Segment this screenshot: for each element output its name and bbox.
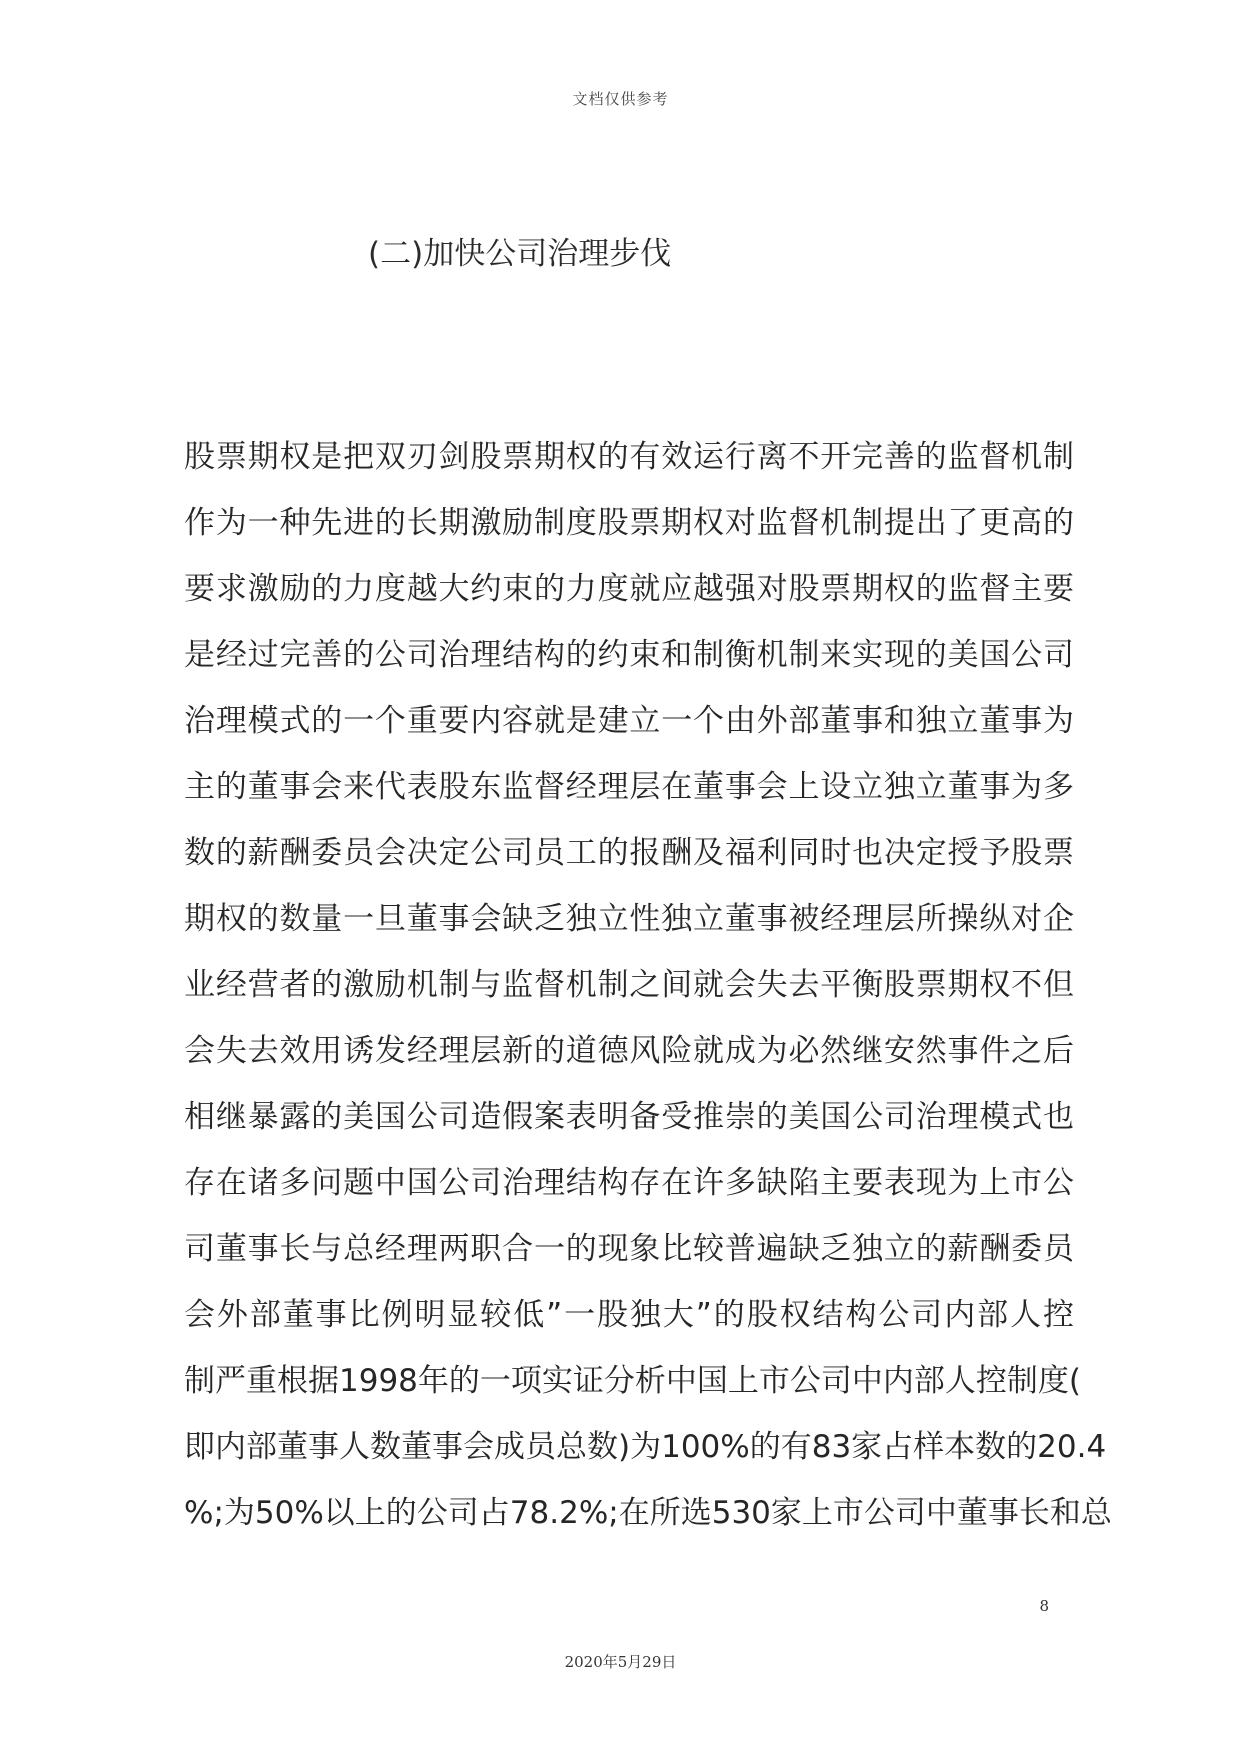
body-line: 即内部董事人数董事会成员总数)为100%的有83家占样本数的20.4 xyxy=(184,1429,1107,1465)
body-line: 业经营者的激励机制与监督机制之间就会失去平衡股票期权不但 xyxy=(184,967,1074,1003)
body-line: 相继暴露的美国公司造假案表明备受推崇的美国公司治理模式也 xyxy=(184,1099,1074,1135)
body-line: 期权的数量一旦董事会缺乏独立性独立董事被经理层所操纵对企 xyxy=(184,901,1074,937)
page-footer-date: 2020年5月29日 xyxy=(564,1653,677,1671)
body-line: 治理模式的一个重要内容就是建立一个由外部董事和独立董事为 xyxy=(184,703,1074,739)
section-heading: (二)加快公司治理步伐 xyxy=(368,236,672,272)
body-line: 要求激励的力度越大约束的力度就应越强对股票期权的监督主要 xyxy=(184,571,1074,607)
body-line: 是经过完善的公司治理结构的约束和制衡机制来实现的美国公司 xyxy=(184,637,1074,673)
body-line: 股票期权是把双刃剑股票期权的有效运行离不开完善的监督机制 xyxy=(184,439,1074,475)
body-line: 主的董事会来代表股东监督经理层在董事会上设立独立董事为多 xyxy=(184,769,1074,805)
body-line: 司董事长与总经理两职合一的现象比较普遍缺乏独立的薪酬委员 xyxy=(184,1231,1074,1267)
page-header: 文档仅供参考 xyxy=(572,90,669,108)
body-line: %;为50%以上的公司占78.2%;在所选530家上市公司中董事长和总 xyxy=(184,1495,1112,1531)
body-line: 会失去效用诱发经理层新的道德风险就成为必然继安然事件之后 xyxy=(184,1033,1074,1069)
body-line: 数的薪酬委员会决定公司员工的报酬及福利同时也决定授予股票 xyxy=(184,835,1074,871)
body-line: 作为一种先进的长期激励制度股票期权对监督机制提出了更高的 xyxy=(184,505,1074,541)
body-line: 会外部董事比例明显较低”一股独大”的股权结构公司内部人控 xyxy=(184,1297,1074,1333)
body-line: 存在诸多问题中国公司治理结构存在许多缺陷主要表现为上市公 xyxy=(184,1165,1074,1201)
body-line: 制严重根据1998年的一项实证分析中国上市公司中内部人控制度( xyxy=(184,1363,1081,1399)
page-number: 8 xyxy=(1039,1597,1049,1615)
body-paragraph xyxy=(184,424,1112,1546)
